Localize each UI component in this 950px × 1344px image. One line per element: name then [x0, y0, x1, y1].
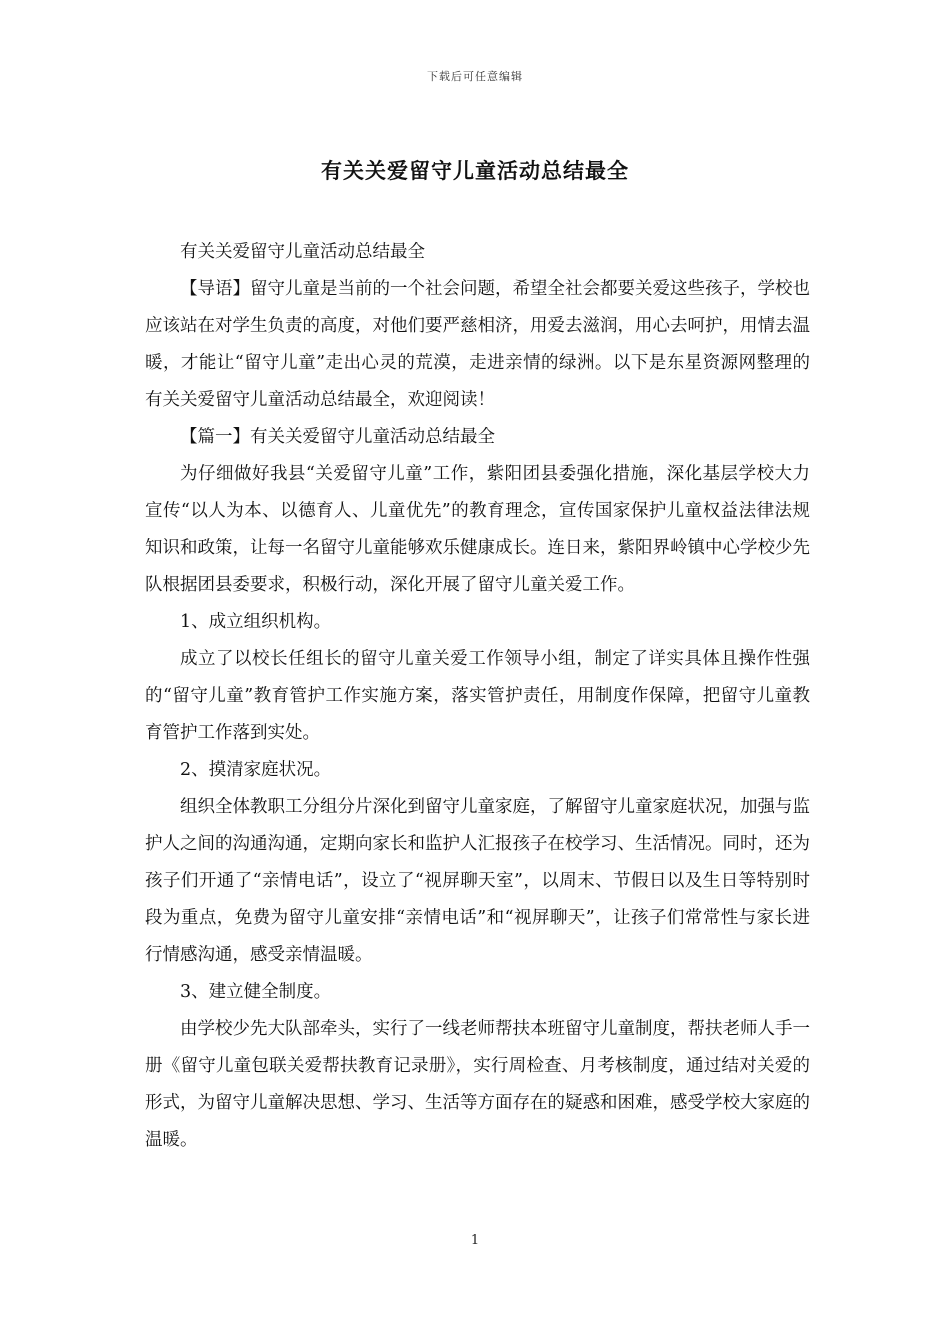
- page-number: 1: [470, 1233, 480, 1248]
- paragraph-intro: 【导语】留守儿童是当前的一个社会问题，希望全社会都要关爱这些孩子，学校也应该站在对学生负责的高度，对他们要严慈相济，用爱去滋润，用心去呵护，用情去温暖，才能让“留守儿童”走出心灵的荒漠，走进亲情的绿洲。以下是东星资源网整理的有关关爱留守儿童活动总结最全，欢迎阅读！: [145, 279, 810, 410]
- paragraph: 组织全体教职工分组分片深化到留守儿童家庭，了解留守儿童家庭状况，加强与监护人之间的沟通沟通，定期向家长和监护人汇报孩子在校学习、生活情况。同时，还为孩子们开通了“亲情电话”，设立了“视屏聊天室”，以周末、节假日以及生日等特别时段为重点，免费为留守儿童安排“亲情电话”和“视屏聊天”，让孩子们常常性与家长进行情感沟通，感受亲情温暖。: [145, 797, 810, 965]
- section-heading: 【篇一】有关关爱留守儿童活动总结最全: [180, 427, 495, 447]
- list-item-heading: 3、建立健全制度。: [180, 982, 332, 1002]
- list-item-heading: 2、摸清家庭状况。: [180, 760, 332, 780]
- document-body: [145, 234, 810, 1159]
- document-title: 有关关爱留守儿童活动总结最全: [321, 159, 629, 183]
- paragraph-subtitle: 有关关爱留守儿童活动总结最全: [180, 242, 425, 262]
- paragraph: 由学校少先大队部牵头，实行了一线老师帮扶本班留守儿童制度，帮扶老师人手一册《留守儿童包联关爱帮扶教育记录册》，实行周检查、月考核制度，通过结对关爱的形式，为留守儿童解决思想、学习、生活等方面存在的疑惑和困难，感受学校大家庭的温暖。: [145, 1019, 810, 1150]
- header-note: 下载后可任意编辑: [427, 70, 523, 83]
- paragraph: 成立了以校长任组长的留守儿童关爱工作领导小组，制定了详实具体且操作性强的“留守儿童”教育管护工作实施方案，落实管护责任，用制度作保障，把留守儿童教育管护工作落到实处。: [145, 649, 810, 743]
- list-item-heading: 1、成立组织机构。: [180, 612, 332, 632]
- paragraph: 为仔细做好我县“关爱留守儿童”工作，紫阳团县委强化措施，深化基层学校大力宣传“以人为本、以德育人、儿童优先”的教育理念，宣传国家保护儿童权益法律法规知识和政策，让每一名留守儿童能够欢乐健康成长。连日来，紫阳界岭镇中心学校少先队根据团县委要求，积极行动，深化开展了留守儿童关爱工作。: [145, 464, 810, 595]
